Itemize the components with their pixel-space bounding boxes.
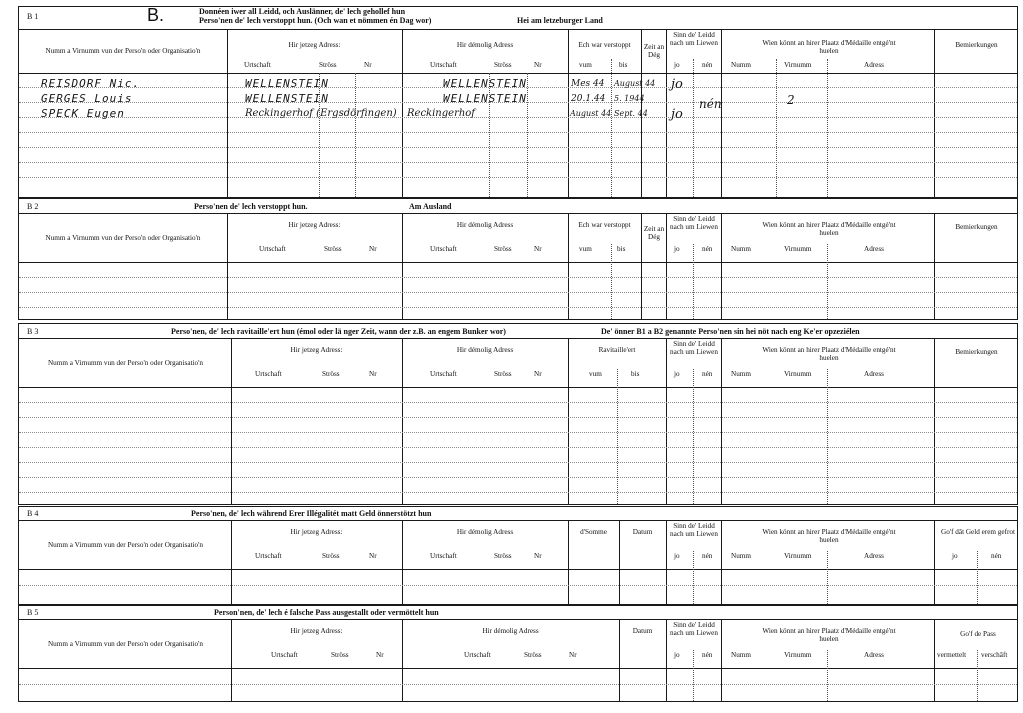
- sub-virnumm: Virnumm: [784, 651, 812, 659]
- header-alive: Sinn de' Leidd nach um Liewen: [670, 340, 718, 356]
- sub-jo: jo: [952, 552, 958, 560]
- sub-nen: nén: [991, 552, 1002, 560]
- sub-jo: jo: [674, 651, 680, 659]
- row-3-from: August 44: [570, 109, 612, 118]
- sub-urtschaft: Urtschaft: [259, 245, 286, 253]
- sub-bis: bis: [619, 61, 628, 69]
- title-line-1: Donnéen iwer all Leidd, och Auslänner, de' lech gehollef hun: [199, 7, 406, 16]
- sub-stross: Ströss: [331, 651, 349, 659]
- row-2-current-place: WELLENSTEIN: [245, 92, 329, 105]
- title-line-2b: Hei am letzeburger Land: [517, 16, 603, 25]
- header-former-address: Hir démolig Adress: [482, 627, 539, 635]
- sub-urtschaft: Urtschaft: [430, 552, 457, 560]
- sub-jo: jo: [674, 245, 680, 253]
- sub-stross: Ströss: [494, 61, 512, 69]
- row-1-jo: jo: [671, 77, 683, 92]
- header-current-address: Hir jetzeg Adress:: [290, 528, 343, 536]
- header-remarks: Bemierkungen: [955, 348, 998, 356]
- sub-virnumm: Virnumm: [784, 61, 812, 69]
- sub-bis: bis: [631, 370, 640, 378]
- sub-jo: jo: [674, 370, 680, 378]
- sub-nr: Nr: [364, 61, 372, 69]
- section-title-b3: Perso'nen, de' lech ravitaille'ert hun (émol oder lä nger Zeit, wann der z.B. an engem Bunker wor): [171, 327, 506, 336]
- section-title-b4: Perso'nen, de' lech während Erer Illégalitét matt Geld önnerstötzt hun: [191, 509, 432, 518]
- sub-vermettelt: vermettelt: [937, 651, 967, 659]
- sub-nr: Nr: [534, 245, 542, 253]
- section-b4: [18, 506, 1018, 605]
- sub-nr: Nr: [369, 245, 377, 253]
- row-1-to: August 44: [614, 79, 656, 88]
- sub-vum: vum: [579, 61, 592, 69]
- header-sum: d'Somme: [580, 528, 607, 536]
- header-hidden: Ech war verstoppt: [578, 221, 631, 229]
- row-1-name: REISDORF Nic.: [41, 77, 141, 90]
- header-hidden: Ech war verstoppt: [578, 41, 631, 49]
- sub-numm: Numm: [731, 61, 751, 69]
- section-title-b2: Perso'nen de' lech verstoppt hun.: [194, 202, 308, 211]
- sub-numm: Numm: [731, 651, 751, 659]
- section-title-b5: Person'nen, de' lech é falsche Pass ausgestallt oder vermöttelt hun: [214, 608, 439, 617]
- sub-nr: Nr: [534, 61, 542, 69]
- header-medal: Wien könnt an hirer Plaatz d'Médaille entgé'nt huelen: [762, 528, 896, 544]
- sub-adress: Adress: [864, 370, 884, 378]
- sub-adress: Adress: [864, 245, 884, 253]
- header-name: Numm a Virnumm vun der Perso'n oder Organisatio'n: [47, 359, 203, 367]
- sub-nr: Nr: [569, 651, 577, 659]
- sub-nr: Nr: [376, 651, 384, 659]
- sub-adress: Adress: [864, 651, 884, 659]
- section-label-b1: B 1: [27, 12, 39, 21]
- sub-vum: vum: [579, 245, 592, 253]
- row-3-jo: jo: [671, 107, 683, 122]
- section-label-b2: B 2: [27, 202, 39, 211]
- sub-stross: Ströss: [524, 651, 542, 659]
- sub-stross: Ströss: [324, 245, 342, 253]
- row-3-former-place: Reckingerhof: [407, 108, 476, 119]
- sub-verschaft: verschâft: [981, 651, 1008, 659]
- header-alive: Sinn de' Leidd nach um Liewen: [670, 621, 718, 637]
- row-3-name: SPECK Eugen: [41, 107, 125, 120]
- header-name: Numm a Virnumm vun der Perso'n oder Organisatio'n: [47, 541, 203, 549]
- header-medal: Wien könnt an hirer Plaatz d'Médaille entgé'nt huelen: [762, 221, 896, 237]
- sub-stross: Ströss: [322, 552, 340, 560]
- sub-nr: Nr: [369, 552, 377, 560]
- sub-nen: nén: [702, 61, 713, 69]
- section-label-b4: B 4: [27, 509, 39, 518]
- sub-urtschaft: Urtschaft: [244, 61, 271, 69]
- sub-nen: nén: [702, 651, 713, 659]
- header-alive: Sinn de' Leidd nach um Liewen: [670, 522, 718, 538]
- header-time: Zeit an Dég: [643, 225, 665, 241]
- sub-jo: jo: [674, 552, 680, 560]
- sub-urtschaft: Urtschaft: [430, 370, 457, 378]
- section-b3: [18, 323, 1018, 505]
- row-3-current-place: Reckingerhof (Ergsdörfingen): [245, 108, 397, 119]
- header-money-returned: Go'f dât Geld erem gefrot: [941, 528, 1015, 536]
- sub-numm: Numm: [731, 370, 751, 378]
- sub-stross: Ströss: [494, 370, 512, 378]
- header-medal: Wien könnt an hirer Plaatz d'Médaille entgé'nt huelen: [762, 39, 896, 55]
- header-former-address: Hir démolig Adress: [456, 346, 514, 354]
- header-former-address: Hir démolig Adress: [456, 221, 514, 229]
- header-name: Numm a Virnumm vun der Perso'n oder Organisatio'n: [47, 640, 203, 648]
- header-datum: Datum: [632, 627, 653, 635]
- sub-numm: Numm: [731, 245, 751, 253]
- header-ravitailleert: Ravitaille'ert: [598, 346, 636, 354]
- row-1-from: Mes 44: [571, 79, 605, 89]
- section-label-b3: B 3: [27, 327, 39, 336]
- sub-nr: Nr: [534, 370, 542, 378]
- header-current-address: Hir jetzeg Adress:: [290, 627, 343, 635]
- header-alive: Sinn de' Leidd nach um Liewen: [670, 31, 718, 47]
- row-2-former-place: WELLENSTEIN: [443, 92, 527, 105]
- sub-vum: vum: [589, 370, 602, 378]
- sub-nen: nén: [702, 245, 713, 253]
- row-2-to: 5. 1944: [614, 94, 645, 103]
- row-2-from: 20.1.44: [571, 94, 606, 104]
- sub-jo: jo: [674, 61, 680, 69]
- sub-nr: Nr: [369, 370, 377, 378]
- header-current-address: Hir jetzeg Adress:: [290, 346, 343, 354]
- sub-virnumm: Virnumm: [784, 370, 812, 378]
- section-b1: [18, 6, 1018, 198]
- row-2-name: GERGES Louis: [41, 92, 133, 105]
- sub-numm: Numm: [731, 552, 751, 560]
- header-medal: Wien könnt an hirer Plaatz d'Médaille entgé'nt huelen: [762, 627, 896, 643]
- header-former-address: Hir démolig Adress: [456, 528, 514, 536]
- row-1-current-place: WELLENSTEIN: [245, 77, 329, 90]
- section-title-b2-b: Am Ausland: [409, 202, 452, 211]
- header-remarks: Bemierkungen: [955, 223, 998, 231]
- section-b5: [18, 605, 1018, 702]
- sub-adress: Adress: [864, 552, 884, 560]
- header-name: Numm a Virnumm vun der Perso'n oder Organisatio'n: [45, 47, 201, 55]
- header-remarks: Bemierkungen: [955, 41, 998, 49]
- row-2-nen: nén: [699, 97, 722, 111]
- header-medal: Wien könnt an hirer Plaatz d'Médaille entgé'nt huelen: [762, 346, 896, 362]
- header-time: Zeit an Dég: [643, 43, 665, 59]
- sub-stross: Ströss: [494, 552, 512, 560]
- section-label-b5: B 5: [27, 608, 39, 617]
- section-b2: [18, 198, 1018, 320]
- sub-urtschaft: Urtschaft: [430, 61, 457, 69]
- header-current-address: Hir jetzeg Adress:: [288, 41, 341, 49]
- sub-nen: nén: [702, 370, 713, 378]
- sub-nr: Nr: [534, 552, 542, 560]
- sub-urtschaft: Urtschaft: [255, 552, 282, 560]
- sub-stross: Ströss: [319, 61, 337, 69]
- row-2-medal-name: 2: [787, 93, 795, 107]
- header-alive: Sinn de' Leidd nach um Liewen: [670, 215, 718, 231]
- header-former-address: Hir démolig Adress: [456, 41, 514, 49]
- sub-urtschaft: Urtschaft: [464, 651, 491, 659]
- header-pass: Go'f de Pass: [960, 630, 996, 638]
- sub-adress: Adress: [864, 61, 884, 69]
- sub-bis: bis: [617, 245, 626, 253]
- sub-urtschaft: Urtschaft: [271, 651, 298, 659]
- sub-virnumm: Virnumm: [784, 245, 812, 253]
- section-title-b3-b: De' önner B1 a B2 genannte Perso'nen sin hei nöt nach eng Ke'er opzeziélen: [601, 327, 860, 336]
- sub-stross: Ströss: [322, 370, 340, 378]
- header-current-address: Hir jetzeg Adress:: [288, 221, 341, 229]
- sub-stross: Ströss: [494, 245, 512, 253]
- sub-virnumm: Virnumm: [784, 552, 812, 560]
- row-3-to: Sept. 44: [614, 109, 648, 118]
- title-line-2: Perso'nen de' lech verstoppt hun. (Och wan et nömmen én Dag wor): [199, 16, 432, 25]
- form-letter: B.: [147, 5, 165, 25]
- sub-nen: nén: [702, 552, 713, 560]
- sub-urtschaft: Urtschaft: [255, 370, 282, 378]
- sub-urtschaft: Urtschaft: [430, 245, 457, 253]
- row-1-former-place: WELLENSTEIN: [443, 77, 527, 90]
- header-name: Numm a Virnumm vun der Perso'n oder Organisatio'n: [45, 234, 201, 242]
- header-datum: Datum: [632, 528, 653, 536]
